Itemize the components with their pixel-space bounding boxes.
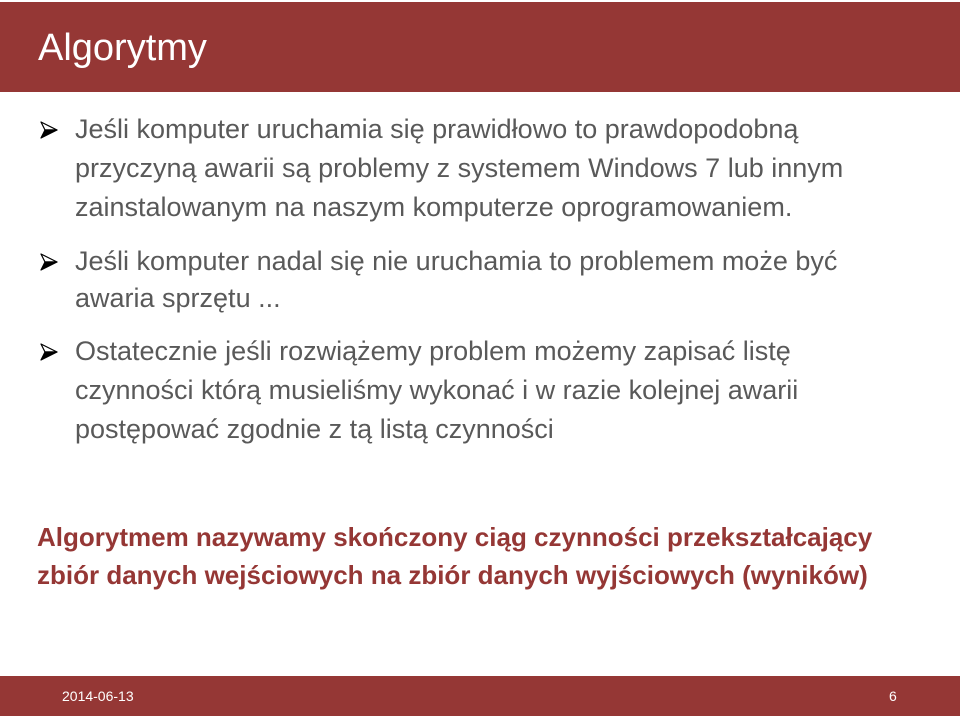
bullet-text-line: Jeśli komputer nadal się nie uruchamia to problemem może być — [75, 246, 838, 276]
bullet-text-line: Ostatecznie jeśli rozwiążemy problem możemy zapisać listę — [75, 336, 791, 366]
bullet-text — [75, 332, 798, 449]
algorithm-definition — [37, 518, 872, 594]
bullet-text — [75, 110, 843, 227]
bullet-text-line: czynności którą musieliśmy wykonać i w razie kolejnej awarii — [75, 375, 799, 405]
definition-line: Algorytmem nazywamy skończony ciąg czynności przekształcający — [37, 522, 873, 552]
page-number: 6 — [889, 688, 897, 704]
arrow-bullet-icon — [40, 121, 58, 139]
slide-title: Algorytmy — [38, 27, 207, 69]
footer-date: 2014-06-13 — [62, 688, 134, 704]
bullet-text-line: Jeśli komputer uruchamia się prawidłowo to prawdopodobną — [75, 114, 799, 144]
arrow-bullet-icon — [40, 253, 58, 271]
bullet-text — [75, 243, 837, 317]
slide-footer-bar — [0, 676, 960, 716]
bullet-text-line: postępować zgodnie z tą listą czynności — [75, 414, 554, 444]
slide-header-bar — [0, 2, 960, 92]
definition-line: zbiór danych wejściowych na zbiór danych wyjściowych (wyników) — [37, 560, 868, 590]
bullet-text-line: zainstalowanym na naszym komputerze oprogramowaniem. — [75, 192, 793, 222]
bullet-text-line: awaria sprzętu ... — [75, 283, 281, 313]
bullet-text-line: przyczyną awarii są problemy z systemem Windows 7 lub innym — [75, 153, 844, 183]
arrow-bullet-icon — [40, 343, 58, 361]
